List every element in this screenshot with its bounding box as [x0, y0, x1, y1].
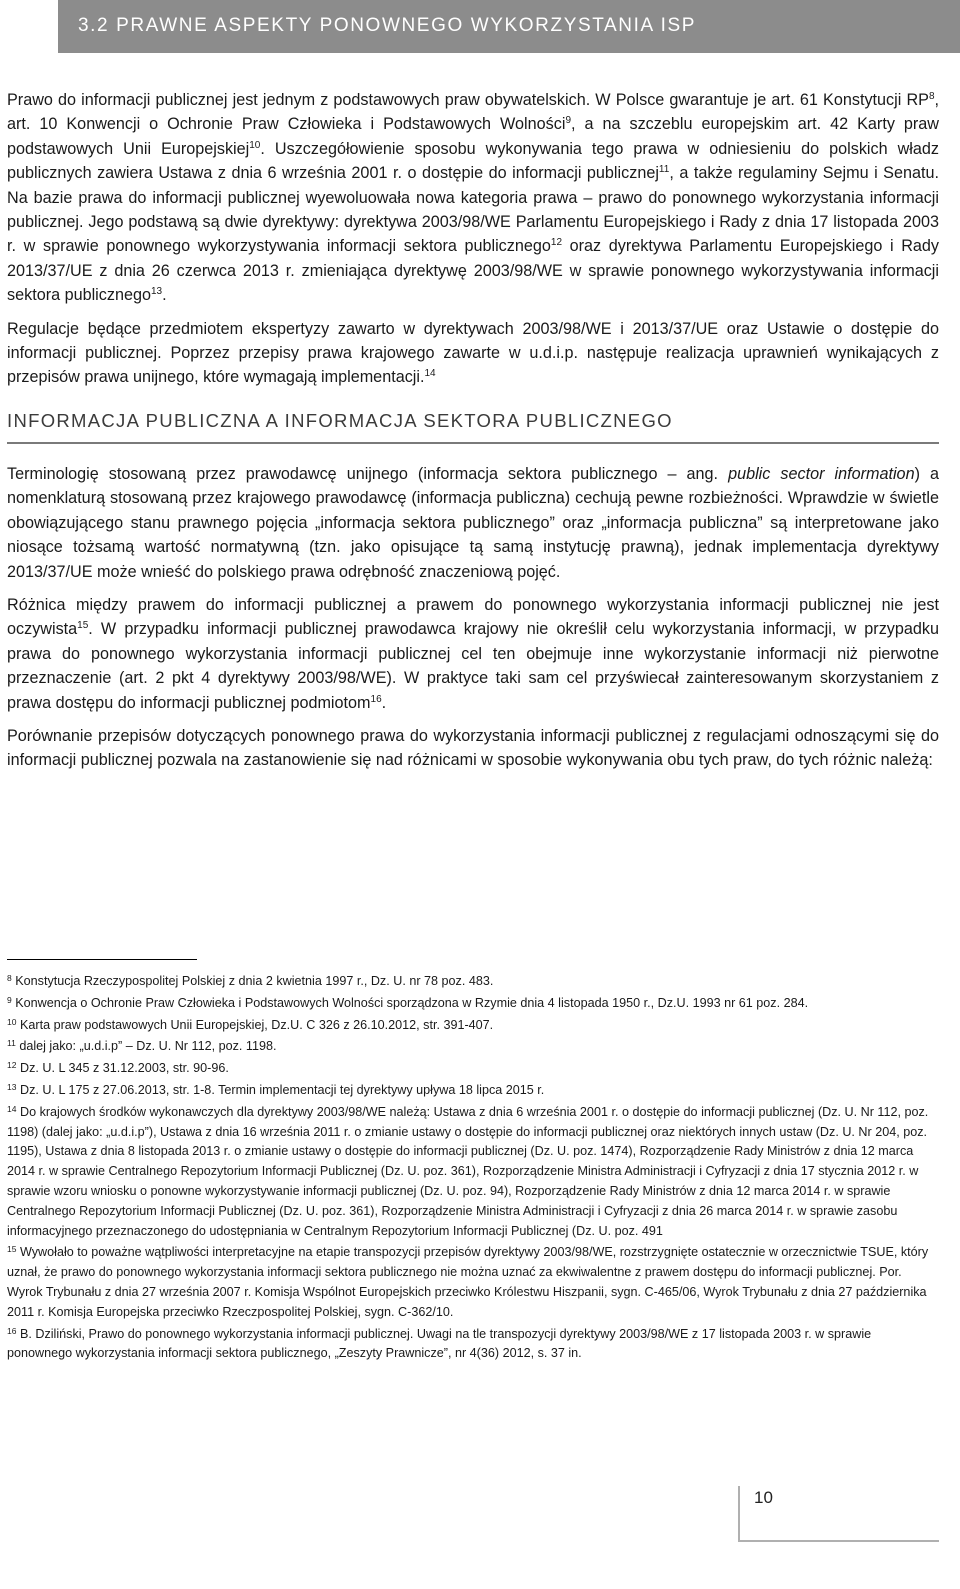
footnote-ref[interactable]: 14 — [424, 368, 436, 380]
footnote-text: Wywołało to poważne wątpliwości interpretacyjne na etapie transpozycji przepisów dyrektywy 2003/98/WE, rozstrzygnięte ostatecznie w orzecznictwie TSUE, który uznał, że prawo do ponownego wykorzystania informacji sektora publicznego nie można uznać za ekwiwalentne z prawem dostępu do informacji publicznej. Por. Wyrok Trybunału z dnia 27 września 2007 r. Komisja Wspólnot Europejskich przeciwko Królestwu Hiszpanii, sygn. C-465/06, Wyrok Trybunału z dnia 27 października 2011 r. Komisja Europejska przeciwko Rzeczpospolitej Polskiej, sygn. C-362/10. — [7, 1245, 929, 1319]
footnote-number: 13 — [7, 1081, 17, 1092]
intro-paragraph-2 — [7, 317, 939, 390]
text-run: Różnica między prawem do informacji publicznej a prawem do ponownego wykorzystania informacji publicznej nie jest oczywista — [7, 595, 939, 639]
footnote-text: dalej jako: „u.d.i.p” – Dz. U. Nr 112, poz. 1198. — [19, 1039, 277, 1054]
text-run: . Uszczegółowienie sposobu wykonywania tego prawa w odniesieniu do polskich władz publicznych zawiera Ustawa z dnia 6 września 2001 r. o dostępie do informacji publicznej — [7, 139, 939, 183]
text-run: , a także regulaminy Sejmu i Senatu. Na bazie prawa do informacji publicznej wyewoluowała nowa kategoria prawa – prawo do ponownego wykorzystania informacji publicznej. Jego podstawą są dwie dyrektywy: dyrektywa 2003/98/WE Parlamentu Europejskiego i Rady z dnia 17 listopada 2003 r. w sprawie ponownego wykorzystywania informacji sektora publicznego — [7, 164, 939, 256]
text-run: Regulacje będące przedmiotem ekspertyzy zawarto w dyrektywach 2003/98/WE i 2013/37/UE oraz Ustawie o dostępie do informacji publicznej. Poprzez przepisy prawa krajowego zawarte w u.d.i.p. następuje realizacja uprawnień wynikających z przepisów prawa unijnego, które wymagają implementacji. — [7, 319, 939, 387]
text-run: ) a nomenklaturą stosowaną przez krajowego prawodawcę (informacja publiczna) cechują pewne rozbieżności. Wprawdzie w świetle obowiązującego stanu prawnego pojęcia „informacja sektora publicznego” oraz „informacja publiczna” są interpretowane jako niosące tożsamą wartość normatywną (tzn. jako opisujące tą samą instytucję prawną), jednak implementacja dyrektywy 2013/37/UE może wnieść do polskiego prawa odrębność znaczeniową pojęć. — [7, 464, 939, 581]
footnote-text: Dz. U. L 345 z 31.12.2003, str. 90-96. — [19, 1061, 229, 1076]
section-heading: INFORMACJA PUBLICZNA A INFORMACJA SEKTORA PUBLICZNEGO — [7, 409, 673, 431]
footnote-11 — [7, 1037, 932, 1057]
footnote-number: 8 — [7, 973, 12, 983]
footnote-text: Dz. U. L 175 z 27.06.2013, str. 1-8. Termin implementacji tej dyrektywy upływa 18 lipca 2015 r. — [19, 1082, 545, 1097]
section-paragraph-1 — [7, 462, 939, 584]
footnote-separator — [7, 959, 197, 960]
chapter-header-bar — [58, 0, 960, 53]
footnote-ref[interactable]: 10 — [249, 139, 261, 151]
page-number-box — [738, 1486, 939, 1542]
text-run: , a na szczeblu europejskim art. 42 Karty praw podstawowych Unii Europejskiej — [7, 115, 939, 158]
footnote-number: 10 — [7, 1016, 17, 1027]
footnote-text: Konstytucja Rzeczypospolitej Polskiej z dnia 2 kwietnia 1997 r., Dz. U. nr 78 poz. 483. — [15, 974, 494, 988]
footnote-ref[interactable]: 9 — [565, 115, 571, 127]
text-run: . — [381, 693, 387, 712]
footnote-number: 16 — [7, 1325, 17, 1336]
chapter-title: 3.2 PRAWNE ASPEKTY PONOWNEGO WYKORZYSTANIA ISP — [78, 15, 697, 36]
footnote-text: B. Dziliński, Prawo do ponownego wykorzystania informacji publicznej. Uwagi na tle transpozycji dyrektywy 2003/98/WE z 17 listopada 2003 r. w sprawie ponownego wykorzystania informacji sektora publicznego, „Zeszyty Prawnicze”, nr 4(36) 2012, s. 37 in. — [7, 1326, 872, 1361]
footnote-number: 9 — [7, 994, 12, 1005]
page-number: 10 — [754, 1488, 773, 1507]
text-run: . W przypadku informacji publicznej prawodawca krajowy nie określił celu wykorzystania informacji, w przypadku prawa do ponownego wykorzystania informacji publicznej cel ten obejmuje inne wykorzystanie informacji niż pierwotne przeznaczenie (art. 2 pkt 4 dyrektywy 2003/98/WE). W praktyce taki sam cel przyświecał zainteresowanym skorzystaniem z prawa dostępu do informacji publicznej podmiotom — [7, 620, 939, 712]
footnote-ref[interactable]: 8 — [928, 91, 935, 102]
footnote-ref[interactable]: 11 — [658, 164, 670, 176]
section-divider — [7, 442, 939, 444]
footnote-10 — [7, 1016, 932, 1036]
footnote-text: Konwencja o Ochronie Praw Człowieka i Podstawowych Wolności sporządzona w Rzymie dnia 4 listopada 1950 r., Dz.U. 1993 nr 61 poz. 284. — [15, 995, 809, 1010]
footnote-16 — [7, 1325, 932, 1365]
footnote-8 — [7, 972, 932, 992]
footnote-number: 12 — [7, 1060, 17, 1071]
text-run: Terminologię stosowaną przez prawodawcę unijnego (informacja sektora publicznego – ang. — [7, 464, 729, 483]
footnote-ref[interactable]: 13 — [150, 286, 163, 298]
footnote-number: 11 — [7, 1038, 16, 1049]
footnote-9 — [7, 994, 932, 1014]
footnote-12 — [7, 1059, 932, 1079]
footnote-ref[interactable]: 16 — [370, 693, 382, 705]
footnote-number: 15 — [7, 1244, 17, 1255]
section-paragraph-3: Porównanie przepisów dotyczących ponownego prawa do wykorzystania informacji publicznej z regulacjami odnoszącymi się do informacji publicznej pozwala na zastanowienie się nad różnicami w sposobie wykonywania obu tych praw, do tych różnic należą: — [7, 726, 939, 770]
main-content — [7, 88, 939, 782]
text-run: . — [162, 286, 167, 305]
footnote-14 — [7, 1103, 932, 1242]
footnote-ref[interactable]: 15 — [77, 620, 89, 632]
text-run: , art. 10 Konwencji o Ochronie Praw Człowieka i Podstawowych Wolności — [7, 91, 939, 134]
section-paragraph-2 — [7, 593, 939, 715]
italic-term: public sector information — [728, 464, 915, 483]
footnote-ref[interactable]: 12 — [550, 237, 563, 249]
footnote-text: Do krajowych środków wykonawczych dla dyrektywy 2003/98/WE należą: Ustawa z dnia 6 września 2001 r. o dostępie do informacji publicznej (Dz. U. Nr 112, poz. 1198) (dalej jako: „u.d.i.p”), Ustawa z dnia 16 września 2011 r. o zmianie ustawy o dostępie do informacji publicznej oraz niektórych innych ustaw (Dz. U. Nr 204, poz. 1195), Ustawa z dnia 8 listopada 2013 r. o zmianie ustawy o dostępie do informacji publicznej (Dz. U. poz. 1474), Rozporządzenie Rady Ministrów z dnia 12 marca 2014 r. w sprawie Centralnego Repozytorium Informacji Publicznej (Dz. U. poz. 361), Rozporządzenie Ministra Administracji i Cyfryzacji z dnia 17 stycznia 2012 r. w sprawie wzoru wniosku o ponowne wykorzystywanie informacji publicznej (Dz. U. poz. 94), Rozporządzenie Rady Ministrów z dnia 12 marca 2014 r. w sprawie Centralnego Repozytorium Informacji Publicznej (Dz. U. poz. 361), Rozporządzenie Ministra Administracji i Cyfryzacji z dnia 26 marca 2014 r. w sprawie zasobu informacyjnego przeznaczonego do udostępniania w Centralnym Repozytorium Informacji Publicznej (Dz. U. poz. 491 — [7, 1104, 929, 1238]
intro-paragraph-1 — [7, 88, 939, 308]
footnote-number: 14 — [7, 1103, 17, 1114]
footnotes — [7, 972, 932, 1366]
text-run: oraz dyrektywa Parlamentu Europejskiego i Rady 2013/37/UE z dnia 26 czerwca 2013 r. zmieniająca dyrektywę 2003/98/WE w sprawie ponownego wykorzystywania informacji sektora publicznego — [7, 237, 940, 305]
text-run: Prawo do informacji publicznej jest jednym z podstawowych praw obywatelskich. W Polsce gwarantuje je art. 61 Konstytucji RP — [7, 91, 929, 109]
footnote-15 — [7, 1243, 932, 1322]
footnote-13 — [7, 1081, 932, 1101]
footnote-text: Karta praw podstawowych Unii Europejskiej, Dz.U. C 326 z 26.10.2012, str. 391-407. — [19, 1017, 494, 1032]
